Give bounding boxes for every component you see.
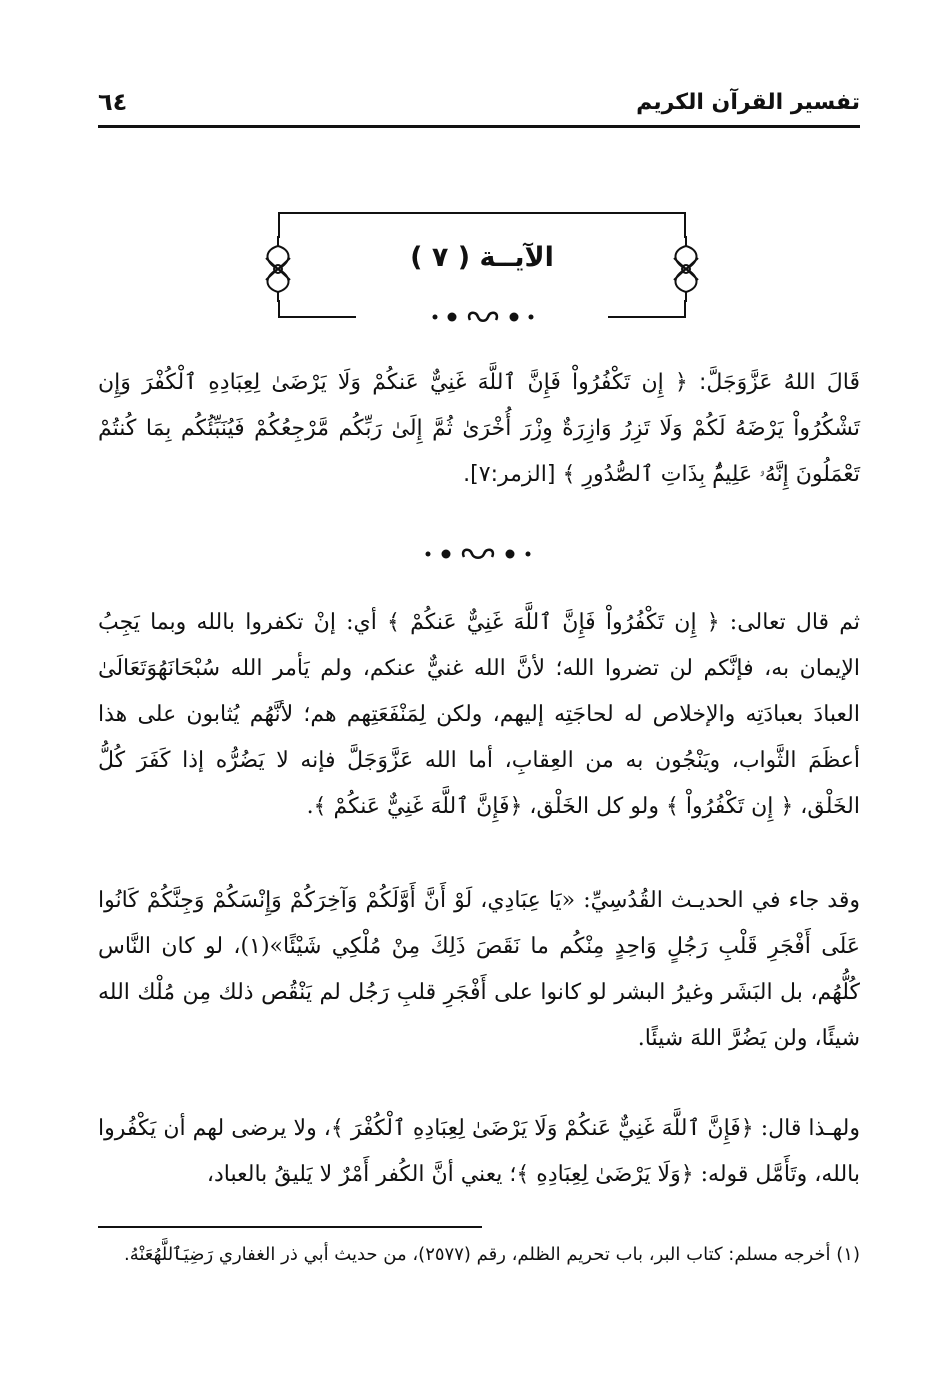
dots-ornament-icon	[430, 308, 536, 326]
ayah-heading-frame	[270, 212, 694, 324]
footnote: (١) أخرجه مسلم: كتاب البر، باب تحريم الظلم، رقم (٢٥٧٧)، من حديث أبي ذر الغفاري رَضِيَٱللَّهُعَنْهُ.	[123, 1244, 860, 1265]
page-number: ٦٤	[98, 88, 128, 116]
quran-verse-block: قَالَ اللهُ عَزَّوَجَلَّ: ﴿ إِن تَكْفُرُواْ فَإِنَّ ٱللَّهَ غَنِيٌّ عَنكُمْ وَلَا يَرْضَىٰ لِعِبَادِهِ ٱلْكُفْرَ وَإِن تَشْكُرُواْ يَرْضَهُ لَكُمْ وَلَا تَزِرُ وَازِرَةٌ وِزْرَ أُخْرَىٰ ثُمَّ إِلَىٰ رَبِّكُم مَّرْجِعُكُمْ فَيُنَبِّئُكُم بِمَا كُنتُمْ تَعْمَلُونَ إِنَّهُۥ عَلِيمٌۢ بِذَاتِ ٱلصُّدُورِ ﴾ [الزمر:٧].	[98, 370, 860, 487]
page-header	[98, 86, 860, 128]
book-title: تفسير القرآن الكريم	[636, 90, 860, 115]
header-rule	[98, 125, 860, 128]
ayah-heading: الآيــة ( ٧ )	[410, 242, 554, 273]
commentary-paragraph-2: وقد جاء في الحديـث القُدُسِيِّ: «يَا عِبَادِي، لَوْ أَنَّ أَوَّلَكُمْ وَآخِرَكُمْ وَإِنْسَكُمْ وَجِنَّكُمْ كَانُوا عَلَى أَفْجَرِ قَلْبِ رَجُلٍ وَاحِدٍ مِنْكُم ما نَقَصَ ذَلِكَ مِنْ مُلْكِي شَيْئًا»(١)، لو كان النَّاس كُلُّهُم، بل البَشَر وغيرُ البشر لو كانوا على أَفْجَرِ قلبِ رَجُل لم يَنْقُص ذلك مِن مُلْك الله شيئًا، ولن يَضُرَّ اللهَ شيئًا.	[98, 888, 860, 1051]
footnote-rule	[98, 1226, 482, 1228]
section-separator-icon	[422, 544, 534, 564]
commentary-paragraph-1: ثم قال تعالى: ﴿ إِن تَكْفُرُواْ فَإِنَّ ٱللَّهَ غَنِيٌّ عَنكُمْ ﴾ أي: إنْ تكفروا بالله وبما يَجِبُ الإيمان به، فإنَّكم لن تضروا الله؛ لأنَّ الله غنيٌّ عنكم، ولم يَأمر الله سُبْحَانَهُوَتَعَالَىٰ العبادَ بعبادَتِه والإخلاص له لحاجَتِه إليهم، ولكن لِمَنْفَعَتِهم هم؛ لأنَّهُم يُثابون على هذا أعظَمَ الثَّواب، ويَنْجُون به من العِقابِ، أما الله عَزَّوَجَلَّ فإنه لا يَضُرُّه إذا كَفَرَ كُلُّ الخَلْق، ﴿ إِن تَكْفُرُواْ ﴾ ولو كل الخَلْق، ﴿فَإِنَّ ٱللَّهَ غَنِيٌّ عَنكُمْ ﴾.	[98, 610, 860, 819]
commentary-paragraph-3: ولهـذا قال: ﴿فَإِنَّ ٱللَّهَ غَنِيٌّ عَنكُمْ وَلَا يَرْضَىٰ لِعِبَادِهِ ٱلْكُفْرَ ﴾، ولا يرضى لهم أن يَكْفُروا بالله، وتَأَمَّل قوله: ﴿وَلَا يَرْضَىٰ لِعِبَادِهِ ﴾؛ يعني أنَّ الكُفر أَمْرٌ لا يَليقُ بالعباد،	[98, 1116, 860, 1187]
